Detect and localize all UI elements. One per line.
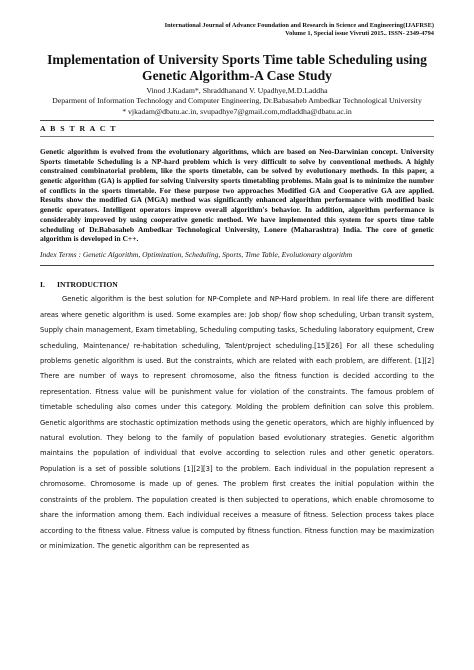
journal-name: International Journal of Advance Foundation and Research in Science and Engineering(IJAFRSE): [164, 22, 434, 29]
index-terms: Index Terms : Genetic Algorithm, Optimization, Scheduling, Sports, Time Table, Evolutionary algorithm: [40, 249, 353, 259]
author-emails: * vjkadam@dbatu.ac.in, svupadhye7@gmail.com,mdladdha@dbatu.ac.in: [122, 106, 352, 116]
section-number: I.: [40, 280, 45, 290]
volume-issn: Volume 1, Special issue Vivruti 2015.. ISSN- 2349-4794: [285, 30, 434, 37]
affiliation: Deparment of Information Technology and Computer Engineering, Dr.Babasaheb Ambedkar Technological University: [52, 96, 422, 106]
paper-title: Implementation of University Sports Time table Scheduling using Genetic Algorithm-A Case Study: [47, 52, 427, 83]
introduction-body: Genetic algorithm is the best solution for NP-Complete and NP-Hard problem. In real life there are different areas where genetic algorithm is used. Some examples are: Job shop/ flow shop scheduling, Urban transit system, Supply chain management, Exam timetabling, Scheduling computing tasks, Scheduling laboratory equipment, Crew scheduling, Maintenance/ re-habitation scheduling, Talent/project scheduling.[15][26] For all these scheduling problems genetic algorithm is used. But the constraints, which are related with each problem, are different. [1][2] There are number of ways to represent chromosome, also the fitness function is decided according to the representation. Fitness value will be punishment value for violation of the constraints. The famous problem of timetable scheduling also comes under this category. Molding the problem definition can solve this problem. Genetic algorithms are stochastic optimization methods using the genetic operators, which are highly influenced by natural evolution. They belong to the family of population based evolutionary strategies. Genetic algorithm maintains the population of individual that evolve according to selection rules and other genetic operators. Population is a set of possible solutions [1][2][3] to the problem. Each individual in the population represent a chromosome. Chromosome is made up of genes. The problem first creates the initial population within the constraints of the problem. The population created is then subjected to operations, which enable chromosome to share the information among them. Each individual receives a measure of fitness. Selection process takes place according to the fitness value. Fitness value is computed by fitness function. Fitness function may be maximization or minimization. The genetic algorithm can be represented as: [40, 295, 434, 550]
abstract-caption: A B S T R A C T: [40, 123, 117, 133]
abstract-top-rule: [40, 120, 434, 121]
section-title: INTRODUCTION: [57, 280, 118, 290]
abstract-body: Genetic algorithm is evolved from the evolutionary algorithms, which are based on Neo-Darwinian concept. University Sports timetable Scheduling is a NP-hard problem which is very difficult to solve by conventional methods. A highly constrained combinatorial problem, like the sports timetable, can be solved by evolutionary methods. In this paper, a genetic algorithm (GA) is applied for solving University sports timetabling problems. Main goal is to minimize the number of conflicts in the sports timetable. For these purpose two approaches Modified GA and Cooperative GA are applied. Results show the modified GA (MGA) method was significantly enhanced algorithm performance with modified basic genetic operators. Intelligent operators improve overall algorithm's behavior. In addition, algorithm performance is considerably improved by using cooperative genetic method. We have implemented this system for sports time table scheduling of Dr.Babasaheb Ambedkar Technological University, Lonere (Maharashtra) India. The core of genetic algorithm is developed in C++.: [40, 146, 434, 244]
abstract-bottom-rule: [40, 265, 434, 266]
section-heading-introduction: [40, 280, 434, 290]
journal-header: [40, 22, 434, 38]
author-list: Vinod J.Kadam*, Shraddhanand V. Upadhye,M.D.Laddha: [146, 86, 328, 95]
abstract-caption-rule: [40, 136, 434, 137]
